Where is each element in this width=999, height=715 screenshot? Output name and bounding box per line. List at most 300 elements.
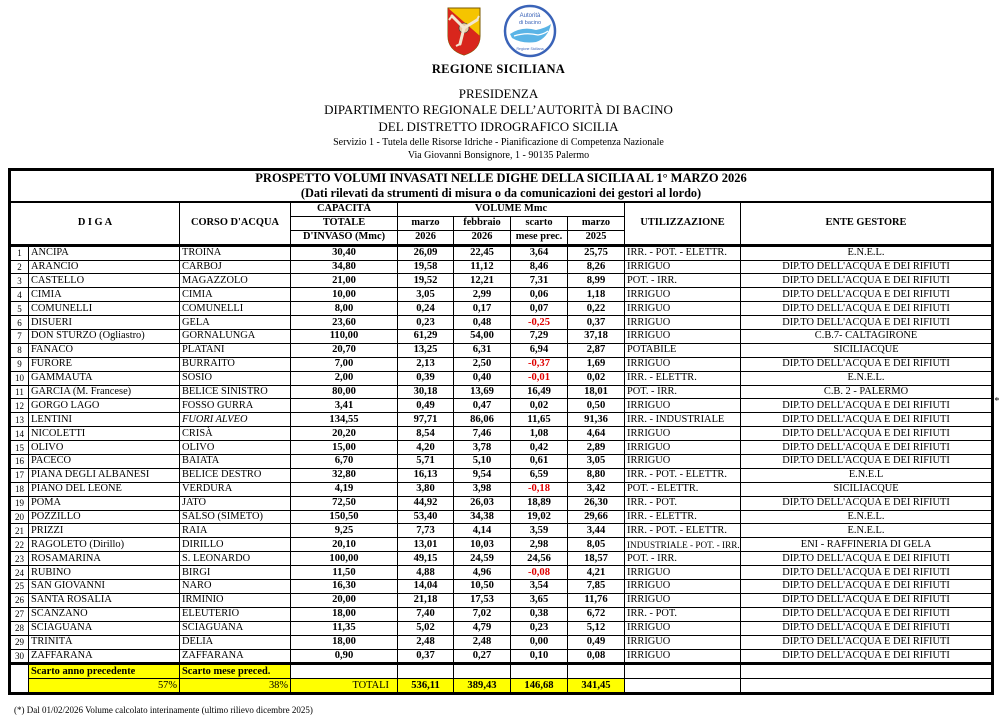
volume-mar-2025: 8,80 bbox=[568, 468, 625, 482]
river-name: RAIA bbox=[180, 524, 291, 538]
volume-mar-2025: 8,99 bbox=[568, 274, 625, 288]
capacity: 11,35 bbox=[291, 621, 398, 635]
utilization: IRR. - ELETTR. bbox=[625, 371, 741, 385]
river-name: SOSIO bbox=[180, 371, 291, 385]
volume-mar-2026: 49,15 bbox=[398, 552, 454, 566]
volume-feb-2026: 0,27 bbox=[454, 649, 511, 664]
summary-empty bbox=[454, 664, 511, 679]
table-row bbox=[10, 343, 993, 357]
row-index: 10 bbox=[10, 371, 29, 385]
utilization: IRRIGUO bbox=[625, 635, 741, 649]
volume-mar-2025: 0,02 bbox=[568, 371, 625, 385]
river-name: COMUNELLI bbox=[180, 302, 291, 316]
volume-mar-2025: 0,22 bbox=[568, 302, 625, 316]
col-capacita-3: D'INVASO (Mmc) bbox=[291, 230, 398, 245]
volume-mar-2026: 21,18 bbox=[398, 593, 454, 607]
dam-name: PIANA DEGLI ALBANESI bbox=[29, 468, 180, 482]
volume-feb-2026: 13,69 bbox=[454, 385, 511, 399]
dam-name: POZZILLO bbox=[29, 510, 180, 524]
row-index: 30 bbox=[10, 649, 29, 664]
volume-mar-2026: 5,02 bbox=[398, 621, 454, 635]
capacity: 32,80 bbox=[291, 468, 398, 482]
volume-feb-2026: 54,00 bbox=[454, 330, 511, 344]
river-name: OLIVO bbox=[180, 441, 291, 455]
capacity: 8,00 bbox=[291, 302, 398, 316]
header-logos bbox=[446, 4, 566, 58]
volume-difference: 3,59 bbox=[511, 524, 568, 538]
volume-mar-2025: 29,66 bbox=[568, 510, 625, 524]
volume-difference: -0,01 bbox=[511, 371, 568, 385]
volume-mar-2025: 2,87 bbox=[568, 343, 625, 357]
volume-difference: 3,65 bbox=[511, 593, 568, 607]
row-index: 16 bbox=[10, 455, 29, 469]
volume-mar-2025: 25,75 bbox=[568, 245, 625, 260]
capacity: 72,50 bbox=[291, 496, 398, 510]
volume-feb-2026: 3,78 bbox=[454, 441, 511, 455]
capacity: 21,00 bbox=[291, 274, 398, 288]
volume-mar-2026: 44,92 bbox=[398, 496, 454, 510]
dam-name: ROSAMARINA bbox=[29, 552, 180, 566]
row-index: 13 bbox=[10, 413, 29, 427]
river-name: CARBOJ bbox=[180, 260, 291, 274]
summary-empty bbox=[741, 679, 993, 694]
volume-difference: 7,29 bbox=[511, 330, 568, 344]
river-name: IRMINIO bbox=[180, 593, 291, 607]
capacity: 3,41 bbox=[291, 399, 398, 413]
summary-label-row bbox=[10, 664, 993, 679]
address: Via Giovanni Bonsignore, 1 - 90135 Palermo bbox=[407, 150, 590, 161]
river-name: NARO bbox=[180, 580, 291, 594]
volume-feb-2026: 0,40 bbox=[454, 371, 511, 385]
table-row bbox=[10, 399, 993, 413]
volume-difference: -0,18 bbox=[511, 482, 568, 496]
dam-name: CASTELLO bbox=[29, 274, 180, 288]
utilization: IRR. - POT. bbox=[625, 607, 741, 621]
row-index: 21 bbox=[10, 524, 29, 538]
river-name: CRISÀ bbox=[180, 427, 291, 441]
volume-mar-2026: 19,58 bbox=[398, 260, 454, 274]
river-name: JATO bbox=[180, 496, 291, 510]
managing-entity: C.B. 2 - PALERMO bbox=[741, 385, 993, 399]
table-row bbox=[10, 635, 993, 649]
capacity: 11,50 bbox=[291, 566, 398, 580]
volume-mar-2026: 0,24 bbox=[398, 302, 454, 316]
col-scarto-bottom: mese prec. bbox=[511, 230, 568, 245]
volume-mar-2026: 0,37 bbox=[398, 649, 454, 664]
row-index: 20 bbox=[10, 510, 29, 524]
dam-name: FURORE bbox=[29, 357, 180, 371]
volume-difference: 0,42 bbox=[511, 441, 568, 455]
volume-feb-2026: 0,17 bbox=[454, 302, 511, 316]
river-name: PLATANI bbox=[180, 343, 291, 357]
volume-difference: 0,10 bbox=[511, 649, 568, 664]
volume-mar-2026: 61,29 bbox=[398, 330, 454, 344]
table-row bbox=[10, 371, 993, 385]
row-index: 27 bbox=[10, 607, 29, 621]
row-index: 2 bbox=[10, 260, 29, 274]
river-name: ELEUTERIO bbox=[180, 607, 291, 621]
volume-difference: 6,94 bbox=[511, 343, 568, 357]
col-mar25-bottom: 2025 bbox=[568, 230, 625, 245]
scarto-mese-label: Scarto mese preced. bbox=[180, 664, 291, 679]
row-index: 26 bbox=[10, 593, 29, 607]
table-row bbox=[10, 274, 993, 288]
utilization: IRRIGUO bbox=[625, 649, 741, 664]
dam-name: SANTA ROSALIA bbox=[29, 593, 180, 607]
volume-mar-2025: 11,76 bbox=[568, 593, 625, 607]
dam-name: SAN GIOVANNI bbox=[29, 580, 180, 594]
managing-entity: DIP.TO DELL'ACQUA E DEI RIFIUTI bbox=[741, 566, 993, 580]
utilization: IRR. - POT. bbox=[625, 496, 741, 510]
volume-feb-2026: 26,03 bbox=[454, 496, 511, 510]
dam-name: PIANO DEL LEONE bbox=[29, 482, 180, 496]
dam-name: CIMIA bbox=[29, 288, 180, 302]
managing-entity: DIP.TO DELL'ACQUA E DEI RIFIUTI bbox=[741, 441, 993, 455]
river-name: S. LEONARDO bbox=[180, 552, 291, 566]
volume-difference: 0,38 bbox=[511, 607, 568, 621]
volume-mar-2026: 26,09 bbox=[398, 245, 454, 260]
volume-feb-2026: 34,38 bbox=[454, 510, 511, 524]
volume-mar-2026: 16,13 bbox=[398, 468, 454, 482]
capacity: 4,19 bbox=[291, 482, 398, 496]
capacity: 15,00 bbox=[291, 441, 398, 455]
col-diga: D I G A bbox=[10, 202, 180, 245]
table-row bbox=[10, 260, 993, 274]
utilization: POT. - IRR. bbox=[625, 385, 741, 399]
row-index: 18 bbox=[10, 482, 29, 496]
dams-volume-table bbox=[8, 168, 994, 695]
managing-entity: DIP.TO DELL'ACQUA E DEI RIFIUTI bbox=[741, 580, 993, 594]
table-row bbox=[10, 302, 993, 316]
volume-feb-2026: 7,46 bbox=[454, 427, 511, 441]
volume-difference: 0,06 bbox=[511, 288, 568, 302]
col-capacita-2: TOTALE bbox=[291, 216, 398, 230]
summary-blank bbox=[10, 664, 29, 694]
volume-mar-2025: 18,01 bbox=[568, 385, 625, 399]
volume-mar-2026: 7,73 bbox=[398, 524, 454, 538]
capacity: 134,55 bbox=[291, 413, 398, 427]
dam-name: PRIZZI bbox=[29, 524, 180, 538]
volume-feb-2026: 10,03 bbox=[454, 538, 511, 552]
volume-difference: 2,98 bbox=[511, 538, 568, 552]
river-name: SALSO (SIMETO) bbox=[180, 510, 291, 524]
row-index: 22 bbox=[10, 538, 29, 552]
volume-feb-2026: 17,53 bbox=[454, 593, 511, 607]
dam-name: COMUNELLI bbox=[29, 302, 180, 316]
footnote: (*) Dal 01/02/2026 Volume calcolato interinamente (ultimo rilievo dicembre 2025) bbox=[14, 705, 313, 715]
capacity: 34,80 bbox=[291, 260, 398, 274]
dipartimento: DIPARTIMENTO REGIONALE DELL’AUTORITÀ DI BACINO bbox=[324, 102, 673, 117]
managing-entity: DIP.TO DELL'ACQUA E DEI RIFIUTI bbox=[741, 302, 993, 316]
volume-mar-2025: 0,08 bbox=[568, 649, 625, 664]
svg-text:di bacino: di bacino bbox=[518, 20, 542, 26]
volume-mar-2025: 26,30 bbox=[568, 496, 625, 510]
capacity: 20,00 bbox=[291, 593, 398, 607]
row-index: 11 bbox=[10, 385, 29, 399]
table-row bbox=[10, 538, 993, 552]
volume-feb-2026: 9,54 bbox=[454, 468, 511, 482]
volume-difference: -0,37 bbox=[511, 357, 568, 371]
capacity: 80,00 bbox=[291, 385, 398, 399]
volume-mar-2025: 91,36 bbox=[568, 413, 625, 427]
row-index: 29 bbox=[10, 635, 29, 649]
row-index: 9 bbox=[10, 357, 29, 371]
river-name: BELICE SINISTRO bbox=[180, 385, 291, 399]
dam-name: GAMMAUTA bbox=[29, 371, 180, 385]
table-row bbox=[10, 330, 993, 344]
volume-feb-2026: 11,12 bbox=[454, 260, 511, 274]
dam-name: OLIVO bbox=[29, 441, 180, 455]
river-name: VERDURA bbox=[180, 482, 291, 496]
volume-mar-2025: 2,89 bbox=[568, 441, 625, 455]
dam-name: SCIAGUANA bbox=[29, 621, 180, 635]
volume-feb-2026: 2,50 bbox=[454, 357, 511, 371]
dam-name: ARANCIO bbox=[29, 260, 180, 274]
row-index: 24 bbox=[10, 566, 29, 580]
dam-name: RUBINO bbox=[29, 566, 180, 580]
col-corso: CORSO D'ACQUA bbox=[180, 202, 291, 245]
volume-mar-2026: 2,48 bbox=[398, 635, 454, 649]
col-mar26-bottom: 2026 bbox=[398, 230, 454, 245]
volume-mar-2025: 4,64 bbox=[568, 427, 625, 441]
managing-entity: E.N.E.L. bbox=[741, 371, 993, 385]
summary-empty bbox=[291, 664, 398, 679]
managing-entity: E.N.E.L. bbox=[741, 524, 993, 538]
managing-entity: DIP.TO DELL'ACQUA E DEI RIFIUTI bbox=[741, 621, 993, 635]
svg-text:Autorità: Autorità bbox=[519, 13, 541, 19]
summary-empty bbox=[625, 679, 741, 694]
row-index: 7 bbox=[10, 330, 29, 344]
svg-text:Regione Siciliana: Regione Siciliana bbox=[516, 47, 544, 51]
river-name: BELICE DESTRO bbox=[180, 468, 291, 482]
volume-mar-2026: 4,20 bbox=[398, 441, 454, 455]
utilization: IRR. - ELETTR. bbox=[625, 510, 741, 524]
volume-feb-2026: 2,48 bbox=[454, 635, 511, 649]
scarto-mese-value: 38% bbox=[180, 679, 291, 694]
river-name: BAIATA bbox=[180, 455, 291, 469]
volume-mar-2025: 4,21 bbox=[568, 566, 625, 580]
dam-name: DON STURZO (Ogliastro) bbox=[29, 330, 180, 344]
river-name: FOSSO GURRA bbox=[180, 399, 291, 413]
managing-entity: DIP.TO DELL'ACQUA E DEI RIFIUTI bbox=[741, 274, 993, 288]
volume-feb-2026: 2,99 bbox=[454, 288, 511, 302]
volume-difference: 1,08 bbox=[511, 427, 568, 441]
volume-feb-2026: 4,14 bbox=[454, 524, 511, 538]
volume-mar-2026: 2,13 bbox=[398, 357, 454, 371]
volume-mar-2025: 18,57 bbox=[568, 552, 625, 566]
dam-name: SCANZANO bbox=[29, 607, 180, 621]
region-name: REGIONE SICILIANA bbox=[431, 62, 566, 76]
volume-difference: 0,23 bbox=[511, 621, 568, 635]
managing-entity: DIP.TO DELL'ACQUA E DEI RIFIUTI bbox=[741, 260, 993, 274]
row-index: 3 bbox=[10, 274, 29, 288]
sicily-coat-of-arms-icon bbox=[446, 6, 482, 56]
utilization: IRRIGUO bbox=[625, 288, 741, 302]
col-ente: ENTE GESTORE bbox=[741, 202, 993, 245]
dam-name: NICOLETTI bbox=[29, 427, 180, 441]
table-row bbox=[10, 580, 993, 594]
table-title-row bbox=[10, 170, 993, 203]
col-feb26-top: febbraio bbox=[454, 216, 511, 230]
volume-difference: 0,02 bbox=[511, 399, 568, 413]
total-mar-2025: 341,45 bbox=[568, 679, 625, 694]
row-index: 1 bbox=[10, 245, 29, 260]
volume-mar-2026: 30,18 bbox=[398, 385, 454, 399]
capacity: 30,40 bbox=[291, 245, 398, 260]
dam-name: RAGOLETO (Dirillo) bbox=[29, 538, 180, 552]
summary-empty bbox=[741, 664, 993, 679]
utilization: IRR. - INDUSTRIALE bbox=[625, 413, 741, 427]
river-name: ZAFFARANA bbox=[180, 649, 291, 664]
capacity: 0,90 bbox=[291, 649, 398, 664]
utilization: IRRIGUO bbox=[625, 330, 741, 344]
row-index: 28 bbox=[10, 621, 29, 635]
volume-mar-2026: 0,49 bbox=[398, 399, 454, 413]
table-row bbox=[10, 649, 993, 664]
col-scarto-top: scarto bbox=[511, 216, 568, 230]
totals-row bbox=[10, 679, 993, 694]
volume-mar-2025: 6,72 bbox=[568, 607, 625, 621]
volume-mar-2025: 0,49 bbox=[568, 635, 625, 649]
managing-entity: ENI - RAFFINERIA DI GELA bbox=[741, 538, 993, 552]
managing-entity: C.B.7- CALTAGIRONE bbox=[741, 330, 993, 344]
utilization: IRR. - POT. - ELETTR. bbox=[625, 524, 741, 538]
table-row bbox=[10, 607, 993, 621]
table-row bbox=[10, 524, 993, 538]
capacity: 2,00 bbox=[291, 371, 398, 385]
row-index: 14 bbox=[10, 427, 29, 441]
volume-mar-2025: 1,69 bbox=[568, 357, 625, 371]
volume-difference: 0,07 bbox=[511, 302, 568, 316]
capacity: 18,00 bbox=[291, 635, 398, 649]
volume-difference: -0,08 bbox=[511, 566, 568, 580]
managing-entity: DIP.TO DELL'ACQUA E DEI RIFIUTI bbox=[741, 635, 993, 649]
scarto-anno-label: Scarto anno precedente bbox=[29, 664, 180, 679]
volume-difference: 6,59 bbox=[511, 468, 568, 482]
row-index: 25 bbox=[10, 580, 29, 594]
capacity: 110,00 bbox=[291, 330, 398, 344]
capacity: 100,00 bbox=[291, 552, 398, 566]
summary-empty bbox=[625, 664, 741, 679]
capacity: 9,25 bbox=[291, 524, 398, 538]
utilization: IRRIGUO bbox=[625, 566, 741, 580]
volume-difference: 3,64 bbox=[511, 245, 568, 260]
volume-feb-2026: 4,79 bbox=[454, 621, 511, 635]
utilization: IRRIGUO bbox=[625, 621, 741, 635]
volume-difference: 24,56 bbox=[511, 552, 568, 566]
volume-difference: 16,49 bbox=[511, 385, 568, 399]
table-row bbox=[10, 566, 993, 580]
volume-difference: 3,54 bbox=[511, 580, 568, 594]
managing-entity: DIP.TO DELL'ACQUA E DEI RIFIUTI bbox=[741, 288, 993, 302]
col-feb26-bottom: 2026 bbox=[454, 230, 511, 245]
col-volume-group: VOLUME Mmc bbox=[398, 202, 625, 216]
utilization: IRR. - POT. - ELETTR. bbox=[625, 245, 741, 260]
utilization: IRRIGUO bbox=[625, 302, 741, 316]
volume-feb-2026: 0,47 bbox=[454, 399, 511, 413]
dam-name: GORGO LAGO bbox=[29, 399, 180, 413]
row-index: 23 bbox=[10, 552, 29, 566]
capacity: 20,70 bbox=[291, 343, 398, 357]
capacity: 150,50 bbox=[291, 510, 398, 524]
total-mar-2026: 536,11 bbox=[398, 679, 454, 694]
volume-feb-2026: 22,45 bbox=[454, 245, 511, 260]
volume-mar-2025: 8,26 bbox=[568, 260, 625, 274]
utilization: POTABILE bbox=[625, 343, 741, 357]
utilization: IRR. - POT. - ELETTR. bbox=[625, 468, 741, 482]
volume-feb-2026: 4,96 bbox=[454, 566, 511, 580]
managing-entity: DIP.TO DELL'ACQUA E DEI RIFIUTI bbox=[741, 552, 993, 566]
dam-name: TRINITÀ bbox=[29, 635, 180, 649]
managing-entity: DIP.TO DELL'ACQUA E DEI RIFIUTI bbox=[741, 427, 993, 441]
river-name: FUORI ALVEO bbox=[180, 413, 291, 427]
volume-mar-2026: 3,80 bbox=[398, 482, 454, 496]
volume-feb-2026: 0,48 bbox=[454, 316, 511, 330]
volume-feb-2026: 6,31 bbox=[454, 343, 511, 357]
river-name: DIRILLO bbox=[180, 538, 291, 552]
header-row-1 bbox=[10, 202, 993, 216]
table-row bbox=[10, 441, 993, 455]
volume-mar-2025: 1,18 bbox=[568, 288, 625, 302]
utilization: IRRIGUO bbox=[625, 427, 741, 441]
scarto-anno-value: 57% bbox=[29, 679, 180, 694]
utilization: IRRIGUO bbox=[625, 593, 741, 607]
col-mar25-top: marzo bbox=[568, 216, 625, 230]
utilization: POT. - IRR. bbox=[625, 274, 741, 288]
volume-mar-2026: 0,39 bbox=[398, 371, 454, 385]
summary-empty bbox=[398, 664, 454, 679]
volume-mar-2026: 8,54 bbox=[398, 427, 454, 441]
total-feb-2026: 389,43 bbox=[454, 679, 511, 694]
utilization: IRRIGUO bbox=[625, 441, 741, 455]
volume-feb-2026: 5,10 bbox=[454, 455, 511, 469]
row-index: 12 bbox=[10, 399, 29, 413]
dam-name: DISUERI bbox=[29, 316, 180, 330]
river-name: MAGAZZOLO bbox=[180, 274, 291, 288]
volume-mar-2026: 13,01 bbox=[398, 538, 454, 552]
table-title: PROSPETTO VOLUMI INVASATI NELLE DIGHE DELLA SICILIA AL 1° MARZO 2026 bbox=[255, 171, 747, 185]
utilization: IRRIGUO bbox=[625, 357, 741, 371]
table-row bbox=[10, 552, 993, 566]
table-row bbox=[10, 482, 993, 496]
utilization: IRRIGUO bbox=[625, 455, 741, 469]
table-row bbox=[10, 427, 993, 441]
row-index: 15 bbox=[10, 441, 29, 455]
dam-name: ZAFFARANA bbox=[29, 649, 180, 664]
row-index: 5 bbox=[10, 302, 29, 316]
autorita-di-bacino-logo-icon bbox=[502, 4, 558, 58]
dam-name: ANCIPA bbox=[29, 245, 180, 260]
river-name: GORNALUNGA bbox=[180, 330, 291, 344]
volume-mar-2026: 5,71 bbox=[398, 455, 454, 469]
table-row bbox=[10, 413, 993, 427]
volume-feb-2026: 12,21 bbox=[454, 274, 511, 288]
table-row bbox=[10, 510, 993, 524]
volume-mar-2026: 53,40 bbox=[398, 510, 454, 524]
servizio: Servizio 1 - Tutela delle Risorse Idriche - Pianificazione di Competenza Nazionale bbox=[333, 137, 664, 148]
table-row bbox=[10, 245, 993, 260]
table-row bbox=[10, 621, 993, 635]
presidenza: PRESIDENZA bbox=[458, 86, 539, 101]
utilization: IRRIGUO bbox=[625, 316, 741, 330]
utilization: IRRIGUO bbox=[625, 260, 741, 274]
volume-mar-2026: 4,88 bbox=[398, 566, 454, 580]
managing-entity: DIP.TO DELL'ACQUA E DEI RIFIUTI bbox=[741, 607, 993, 621]
capacity: 7,00 bbox=[291, 357, 398, 371]
utilization: IRRIGUO bbox=[625, 399, 741, 413]
volume-mar-2025: 0,37 bbox=[568, 316, 625, 330]
volume-mar-2025: 37,18 bbox=[568, 330, 625, 344]
